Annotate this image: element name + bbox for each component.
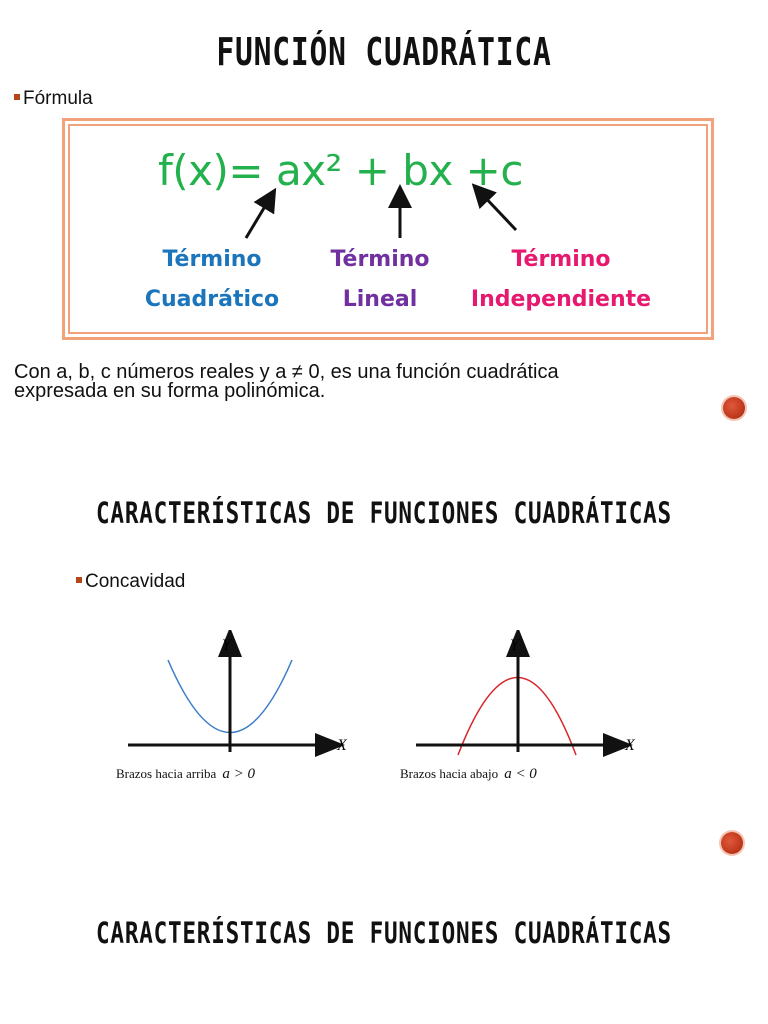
graph-concave-down: [408, 630, 648, 760]
x-axis-label: X: [625, 737, 635, 754]
slide2-title: CARACTERÍSTICAS DE FUNCIONES CUADRÁTICAS: [96, 496, 672, 530]
formula-text: f(x)= ax² + bx +c: [158, 146, 523, 195]
term-linear-line2: Lineal: [342, 287, 418, 312]
term-independent-line2: Independiente: [470, 287, 652, 312]
y-axis-label: Y: [222, 637, 231, 654]
bullet-concavity: [76, 571, 185, 593]
graph-concave-up: [120, 630, 360, 760]
definition-paragraph: [14, 363, 694, 401]
formula-frame: [62, 118, 714, 340]
term-linear-line1: Término: [330, 247, 430, 272]
arrow-quadratic: [246, 198, 270, 238]
caption-down-text: Brazos hacia abajo: [400, 766, 499, 781]
caption-up-condition: a > 0: [222, 766, 255, 782]
term-linear: [320, 240, 440, 320]
caption-up: [116, 766, 255, 783]
caption-up-text: Brazos hacia arriba: [116, 766, 217, 781]
arrow-independent: [480, 192, 516, 230]
term-quadratic-line1: Término: [162, 247, 262, 272]
bullet-square-icon: [76, 577, 82, 583]
term-quadratic: [132, 240, 292, 320]
caption-down: [400, 766, 537, 783]
bullet-concavity-label: Concavidad: [85, 571, 186, 592]
definition-line2: expresada en su forma polinómica.: [14, 380, 326, 402]
bullet-formula: [14, 88, 93, 110]
slide1-title: FUNCIÓN CUADRÁTICA: [216, 30, 552, 74]
term-quadratic-line2: Cuadrático: [144, 287, 280, 312]
definition-line1: Con a, b, c números reales y a ≠ 0, es una función cuadrática: [14, 361, 559, 383]
bullet-square-icon: [14, 94, 20, 100]
term-independent: [456, 240, 666, 320]
bullet-formula-label: Fórmula: [23, 88, 93, 109]
term-independent-line1: Término: [511, 247, 611, 272]
slide-dot-icon: [721, 832, 743, 854]
caption-down-condition: a < 0: [504, 766, 537, 782]
slide-dot-icon: [723, 397, 745, 419]
y-axis-label: Y: [510, 637, 519, 654]
slide3-title: CARACTERÍSTICAS DE FUNCIONES CUADRÁTICAS: [96, 916, 672, 950]
x-axis-label: X: [337, 737, 347, 754]
